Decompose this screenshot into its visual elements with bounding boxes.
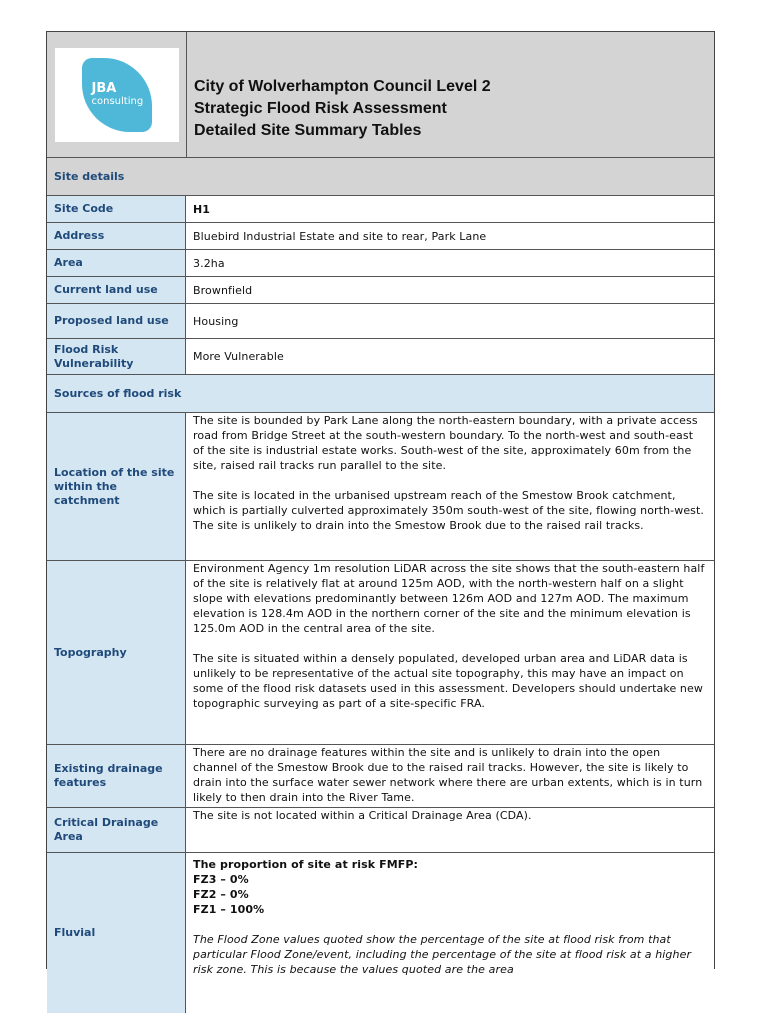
cda-row	[47, 808, 714, 853]
proposed-land-use-row	[47, 304, 714, 339]
title-line-3: Detailed Site Summary Tables	[194, 122, 422, 139]
drainage-row	[47, 745, 714, 808]
title-line-1: City of Wolverhampton Council Level 2	[194, 78, 491, 95]
row-value: H1	[186, 196, 714, 222]
fluvial-row	[47, 853, 714, 1013]
row-value	[186, 745, 714, 807]
row-value	[186, 561, 714, 744]
topography-row	[47, 561, 714, 745]
vulnerability-row	[47, 339, 714, 375]
summary-table	[46, 31, 715, 976]
fz1-value: FZ1 – 100%	[193, 903, 265, 916]
cda-text: The site is not located within a Critical Drainage Area (CDA).	[193, 809, 532, 822]
site-details-heading: Site details	[47, 158, 714, 196]
site-code-row	[47, 196, 714, 223]
row-label: Site Code	[47, 196, 186, 222]
row-label: Flood Risk Vulnerability	[47, 339, 186, 374]
logo-text-jba: JBA	[91, 80, 117, 96]
topography-paragraph-2: The site is situated within a densely populated, developed urban area and LiDAR data is unlikely to be representative of the actual site topography, this may have an impact on some of the flood risk datasets used in this assessment. Developers should undertake new topographic surveying as part of a site-specific FRA.	[193, 652, 703, 710]
location-paragraph-2: The site is located in the urbanised upstream reach of the Smestow Brook catchment, which is partially culverted approximately 350m south-west of the site, flowing north-west. The site is unlikely to drain into the Smestow Brook due to the raised rail tracks.	[193, 489, 705, 532]
row-label: Current land use	[47, 277, 186, 303]
row-value	[186, 808, 714, 852]
logo-mark	[82, 58, 152, 132]
drainage-text: There are no drainage features within the site and is unlikely to drain into the open channel of the Smestow Brook due to the raised rail tracks. However, the site is likely to drain into the surface water sewer network where there are urban extents, which is in turn likely to then drain into the River Tame.	[193, 746, 703, 804]
row-label: Area	[47, 250, 186, 276]
fz3-value: FZ3 – 0%	[193, 873, 249, 886]
current-land-use-row	[47, 277, 714, 304]
row-label: Address	[47, 223, 186, 249]
topography-paragraph-1: Environment Agency 1m resolution LiDAR across the site shows that the south-eastern half of the site is relatively flat at around 125m AOD, with the north-western half on a slight slope with elevations predominantly between 126m AOD and 127m AOD. The maximum elevation is 128.4m AOD in the northern corner of the site and the minimum elevation is 125.0m AOD in the central area of the site.	[193, 562, 705, 635]
row-label: Topography	[47, 561, 186, 744]
logo-text-consulting: consulting	[91, 95, 144, 107]
row-label: Proposed land use	[47, 304, 186, 338]
jba-logo	[55, 48, 179, 142]
fz2-value: FZ2 – 0%	[193, 888, 249, 901]
area-row	[47, 250, 714, 277]
row-value	[186, 413, 714, 560]
row-value	[186, 853, 714, 1013]
row-value: 3.2ha	[186, 250, 714, 276]
flood-zone-note: The Flood Zone values quoted show the percentage of the site at flood risk from that particular Flood Zone/event, including the percentage of the site at flood risk at a higher risk zone. This is because the values quoted are the area	[193, 933, 692, 976]
row-value: Housing	[186, 304, 714, 338]
row-label: Fluvial	[47, 853, 186, 1013]
sources-heading: Sources of flood risk	[47, 375, 714, 413]
address-row	[47, 223, 714, 250]
location-paragraph-1: The site is bounded by Park Lane along the north-eastern boundary, with a private access road from Bridge Street at the south-western boundary. To the north-west and south-east of the site is industrial estate works. South-west of the site, approximately 60m from the site, raised rail tracks run parallel to the site.	[193, 414, 698, 472]
title-line-2: Strategic Flood Risk Assessment	[194, 100, 447, 117]
row-label: Critical Drainage Area	[47, 808, 186, 852]
location-row	[47, 413, 714, 561]
fluvial-heading: The proportion of site at risk FMFP:	[193, 858, 419, 871]
row-value: Bluebird Industrial Estate and site to rear, Park Lane	[186, 223, 714, 249]
table-header	[47, 32, 714, 158]
row-label: Existing drainage features	[47, 745, 186, 807]
row-value: More Vulnerable	[186, 339, 714, 374]
row-label: Location of the site within the catchment	[47, 413, 186, 560]
row-value: Brownfield	[186, 277, 714, 303]
logo-cell	[47, 32, 187, 157]
document-title	[187, 32, 714, 157]
